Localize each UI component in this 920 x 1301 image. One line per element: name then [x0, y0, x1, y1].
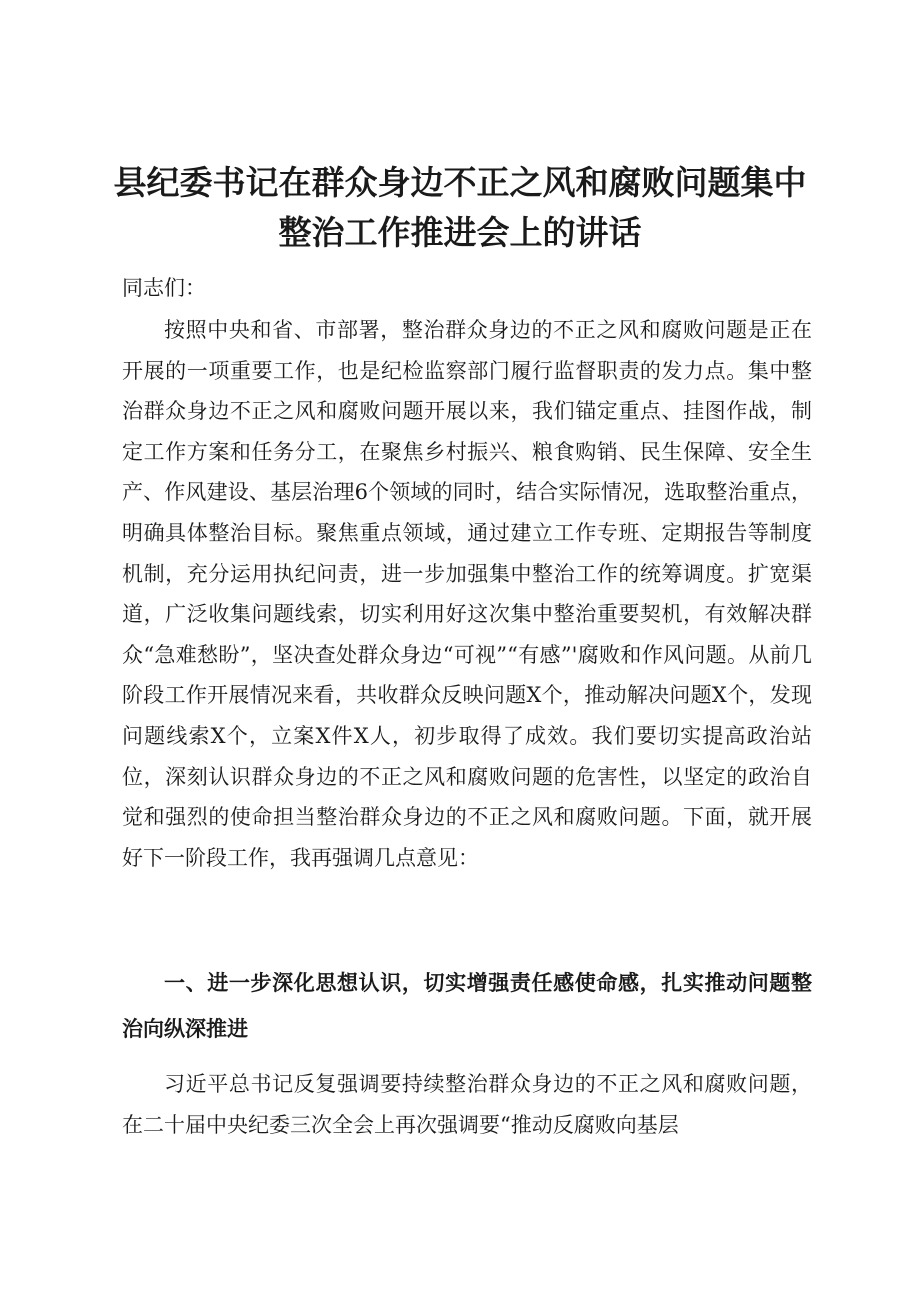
body-paragraph-2: 习近平总书记反复强调要持续整治群众身边的不正之风和腐败问题，在二十届中央纪委三次全会上再次强调要“推动反腐败向基层 — [122, 1072, 812, 1137]
body-paragraph-1: 按照中央和省、市部署，整治群众身边的不正之风和腐败问题是正在开展的一项重要工作，也是纪检监察部门履行监督职责的发力点。集中整治群众身边不正之风和腐败问题开展以来，我们锚定重点、挂图作战，制定工作方案和任务分工，在聚焦乡村振兴、粮食购销、民生保障、安全生产、作风建设、基层治理6个领域的同时，结合实际情况，选取整治重点，明确具体整治目标。聚焦重点领域，通过建立工作专班、定期报告等制度机制，充分运用执纪问责，进一步加强集中整治工作的统筹调度。扩宽渠道，广泛收集问题线索，切实利用好这次集中整治重要契机，有效解决群众“急难愁盼”，坚决查处群众身边“可视”“有感”'腐败和作风问题。从前几阶段工作开展情况来看，共收群众反映问题X个，推动解决问题X个，发现问题线索X个，立案X件X人，初步取得了成效。我们要切实提高政治站位，深刻认识群众身边的不正之风和腐败问题的危害性，以坚定的政治自觉和强烈的使命担当整治群众身边的不正之风和腐败问题。下面，就开展好下一阶段工作，我再强调几点意见： — [122, 318, 812, 870]
document-title: 县纪委书记在群众身边不正之风和腐败问题集中整治工作推进会上的讲话 — [113, 163, 807, 252]
greeting: 同志们： — [122, 276, 206, 300]
section-heading-1: 一、进一步深化思想认识，切实增强责任感使命感，扎实推动问题整治向纵深推进 — [122, 971, 812, 1041]
